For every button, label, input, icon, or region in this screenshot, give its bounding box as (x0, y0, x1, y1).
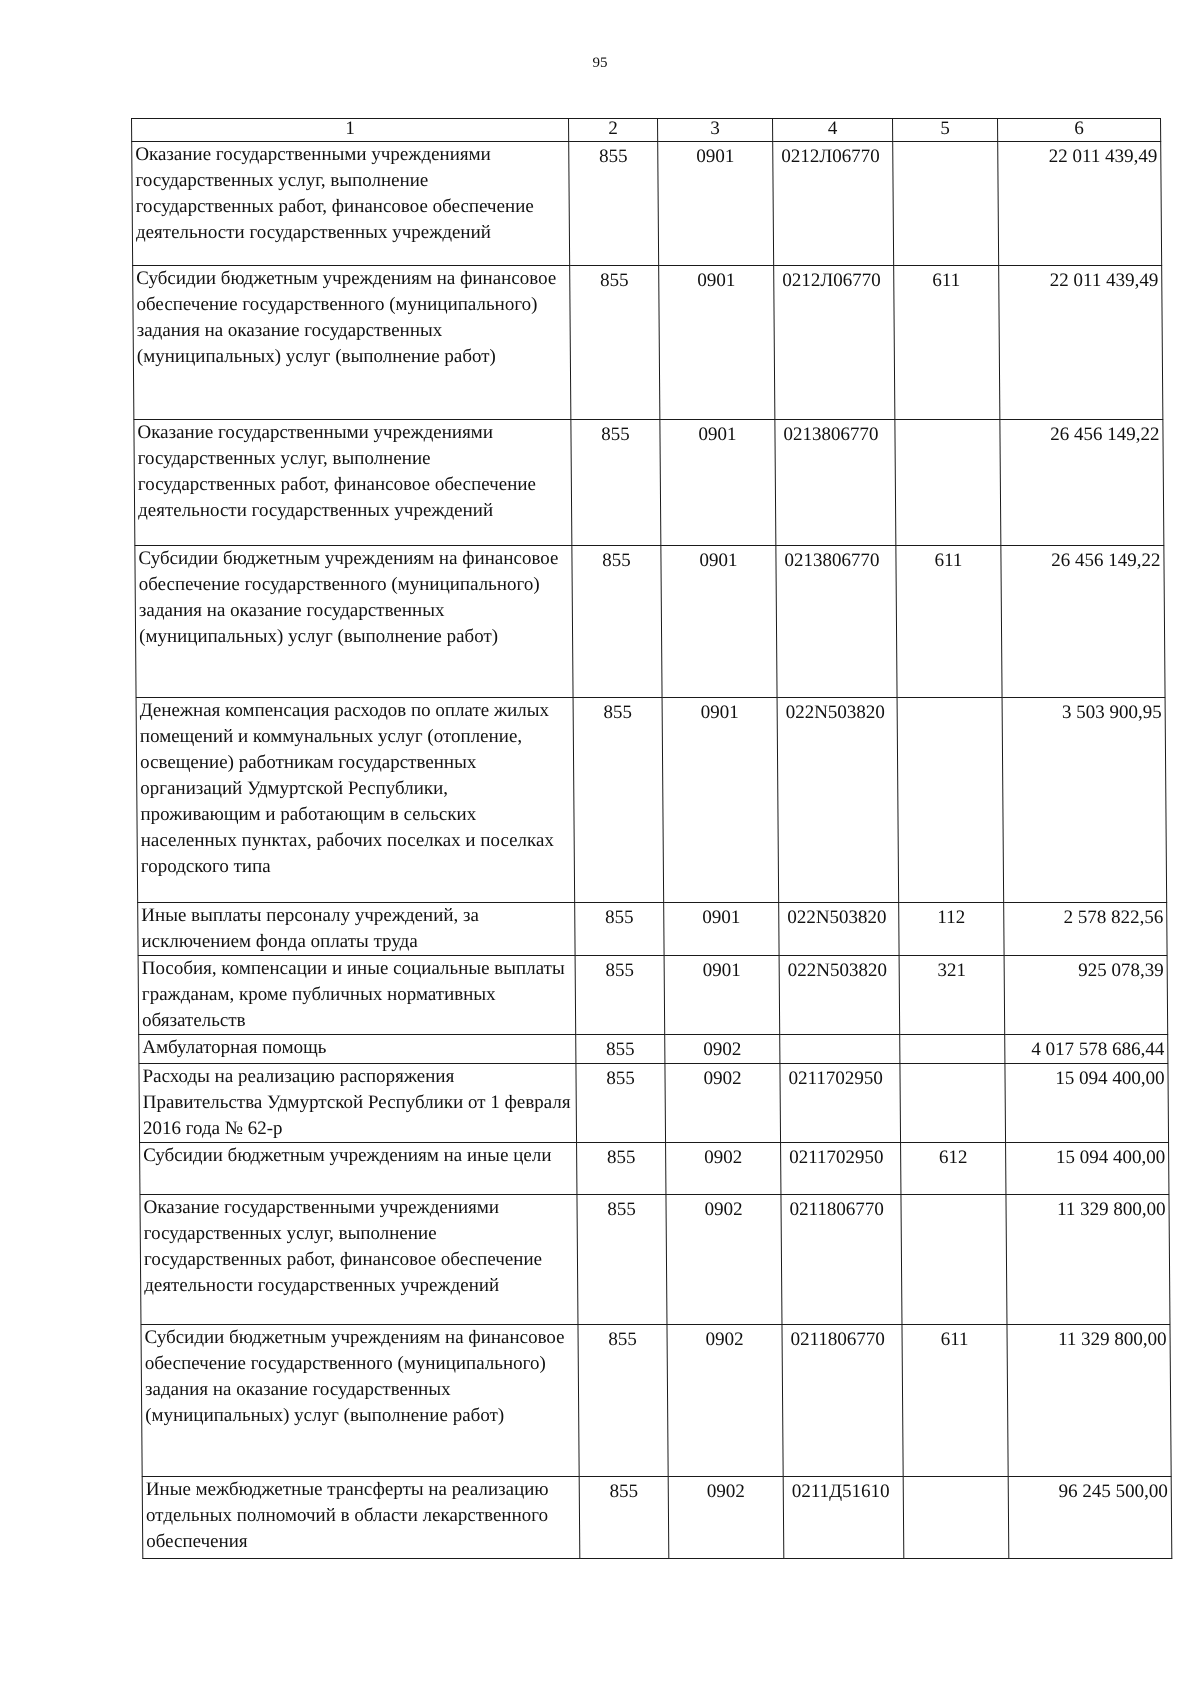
row-razdel: 0901 (662, 698, 779, 903)
row-name: Оказание государственными учреждениями государственных услуг, выполнение государственных работ, финансовое обеспечение деятельности государственных учреждений (134, 420, 572, 546)
row-razdel: 0901 (659, 266, 775, 420)
row-sum: 15 094 400,00 (1006, 1143, 1169, 1195)
row-csr: 0211Д51610 (783, 1477, 904, 1559)
row-ved: 855 (576, 1035, 665, 1064)
row-name: Расходы на реализацию распоряжения Правительства Удмуртской Республики от 1 февраля 2016 года № 62-р (139, 1064, 577, 1143)
row-ved: 855 (575, 903, 664, 956)
row-razdel: 0902 (667, 1325, 783, 1477)
row-name: Иные межбюджетные трансферты на реализацию отдельных полномочий в области лекарственного обеспечения (142, 1477, 580, 1559)
row-razdel: 0901 (664, 956, 780, 1035)
header-row (132, 119, 1161, 142)
column-header-2: 2 (569, 119, 658, 142)
row-sum: 11 329 800,00 (1007, 1325, 1171, 1477)
row-sum: 96 245 500,00 (1008, 1477, 1172, 1559)
row-vr: 611 (902, 1325, 1008, 1477)
row-name: Амбулаторная помощь (139, 1035, 576, 1064)
row-ved: 855 (569, 142, 659, 266)
table-row (140, 1195, 1170, 1325)
table-row (141, 1325, 1171, 1477)
row-ved: 855 (579, 1477, 669, 1559)
row-ved: 855 (571, 420, 661, 546)
row-sum: 4 017 578 686,44 (1005, 1035, 1168, 1064)
row-vr (895, 420, 1001, 546)
column-header-1: 1 (132, 119, 569, 142)
table-row (133, 266, 1163, 420)
row-razdel: 0902 (665, 1035, 780, 1064)
row-csr: 0211702950 (781, 1143, 901, 1195)
row-name: Субсидии бюджетным учреждениям на финансовое обеспечение государственного (муниципального) задания на оказание государственных (муниципальных) услуг (выполнение работ) (135, 546, 573, 698)
row-vr (893, 142, 999, 266)
row-name: Субсидии бюджетным учреждениям на иные цели (140, 1143, 577, 1195)
row-csr: 022N503820 (779, 903, 899, 956)
row-ved: 855 (570, 266, 660, 420)
row-name: Оказание государственными учреждениями государственных услуг, выполнение государственных работ, финансовое обеспечение деятельности государственных учреждений (132, 142, 570, 266)
table-row (140, 1143, 1169, 1195)
row-ved: 855 (577, 1143, 666, 1195)
row-vr: 611 (896, 546, 1002, 698)
row-csr: 022N503820 (777, 698, 899, 903)
row-ved: 855 (577, 1195, 667, 1325)
table-row (139, 1064, 1169, 1143)
row-razdel: 0902 (665, 1064, 781, 1143)
row-csr: 0211806770 (781, 1195, 902, 1325)
row-sum: 3 503 900,95 (1002, 698, 1167, 903)
row-vr: 611 (894, 266, 1000, 420)
row-vr (900, 1064, 1006, 1143)
row-razdel: 0902 (668, 1477, 784, 1559)
row-vr (903, 1477, 1009, 1559)
column-header-3: 3 (658, 119, 773, 142)
row-name: Пособия, компенсации и иные социальные выплаты гражданам, кроме публичных нормативных обязательств (138, 956, 576, 1035)
row-vr (897, 698, 1004, 903)
row-sum: 26 456 149,22 (1000, 420, 1164, 546)
table-row (139, 1035, 1168, 1064)
table-row (132, 142, 1162, 266)
page-number: 95 (592, 55, 608, 71)
row-ved: 855 (573, 698, 664, 903)
column-header-4: 4 (773, 119, 893, 142)
table-row (138, 903, 1167, 956)
row-razdel: 0902 (666, 1195, 782, 1325)
row-vr: 321 (899, 956, 1005, 1035)
table-row (135, 546, 1165, 698)
row-sum: 11 329 800,00 (1006, 1195, 1170, 1325)
row-razdel: 0901 (661, 546, 777, 698)
table-row (138, 956, 1168, 1035)
row-csr: 0212Л06770 (773, 142, 894, 266)
row-sum: 26 456 149,22 (1001, 546, 1165, 698)
column-header-5: 5 (893, 119, 998, 142)
row-razdel: 0901 (664, 903, 779, 956)
row-name: Оказание государственными учреждениями государственных услуг, выполнение государственных работ, финансовое обеспечение деятельности государственных учреждений (140, 1195, 578, 1325)
table-row (134, 420, 1164, 546)
row-name: Субсидии бюджетным учреждениям на финансовое обеспечение государственного (муниципального) задания на оказание государственных (муниципальных) услуг (выполнение работ) (141, 1325, 579, 1477)
column-header-6: 6 (998, 119, 1161, 142)
row-csr: 0211806770 (782, 1325, 903, 1477)
row-sum: 22 011 439,49 (999, 266, 1163, 420)
budget-table (131, 118, 1172, 1559)
row-name: Иные выплаты персоналу учреждений, за исключением фонда оплаты труда (138, 903, 575, 956)
row-vr: 112 (899, 903, 1004, 956)
row-ved: 855 (576, 1064, 666, 1143)
table-row (136, 698, 1167, 903)
row-csr: 022N503820 (779, 956, 900, 1035)
row-csr (780, 1035, 900, 1064)
table-row (142, 1477, 1172, 1559)
row-csr: 0213806770 (776, 546, 897, 698)
row-razdel: 0901 (658, 142, 774, 266)
row-sum: 2 578 822,56 (1004, 903, 1167, 956)
row-csr: 0212Л06770 (774, 266, 895, 420)
row-ved: 855 (575, 956, 665, 1035)
row-name: Субсидии бюджетным учреждениям на финансовое обеспечение государственного (муниципального) задания на оказание государственных (муниципальных) услуг (выполнение работ) (133, 266, 571, 420)
row-vr (901, 1195, 1007, 1325)
row-sum: 22 011 439,49 (998, 142, 1162, 266)
row-sum: 925 078,39 (1004, 956, 1168, 1035)
row-razdel: 0901 (660, 420, 776, 546)
row-sum: 15 094 400,00 (1005, 1064, 1169, 1143)
row-razdel: 0902 (666, 1143, 781, 1195)
row-csr: 0213806770 (775, 420, 896, 546)
row-ved: 855 (578, 1325, 668, 1477)
row-vr (900, 1035, 1005, 1064)
row-vr: 612 (901, 1143, 1006, 1195)
row-name: Денежная компенсация расходов по оплате жилых помещений и коммунальных услуг (отопление, освещение) работникам государственных организаций Удмуртской Республики, проживающим и работающим в сельских населенных пунктах, рабочих поселках и поселках городского типа (136, 698, 575, 903)
row-csr: 0211702950 (780, 1064, 901, 1143)
row-ved: 855 (572, 546, 662, 698)
